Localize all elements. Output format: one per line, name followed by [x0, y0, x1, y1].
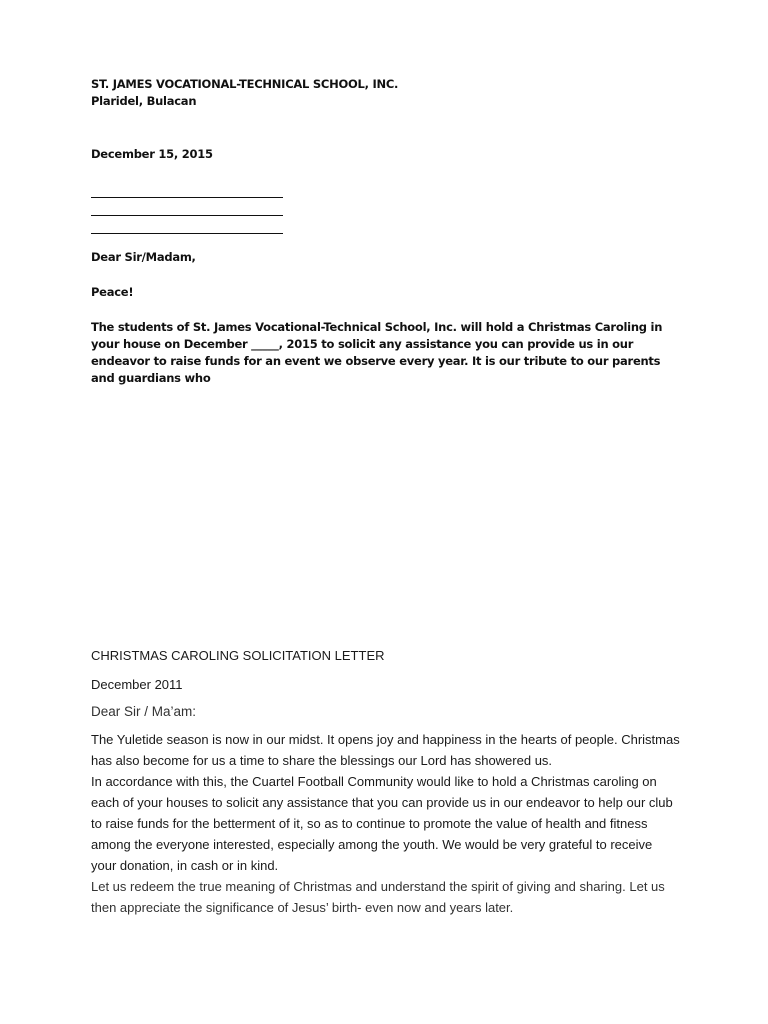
salutation: Dear Sir/Madam,: [91, 250, 196, 264]
address-blank-line: [91, 180, 283, 198]
body-paragraph: Let us redeem the true meaning of Christmas and understand the spirit of giving and sharing. Let us then appreciate the significance of Jesus’ birth- even now and years later.: [91, 879, 665, 915]
school-location: Plaridel, Bulacan: [91, 94, 197, 108]
letter-title: CHRISTMAS CAROLING SOLICITATION LETTER: [91, 648, 385, 663]
letter-body: The students of St. James Vocational-Technical School, Inc. will hold a Christmas Caroling in your house on December _____, 2015 to solicit any assistance you can provide us in our endeavor to raise funds for an event we observe every year. It is our tribute to our parents and guardians who: [91, 320, 663, 385]
greeting: Peace!: [91, 285, 134, 299]
body-paragraph: The Yuletide season is now in our midst. It opens joy and happiness in the hearts of people. Christmas has also become for us a time to share the blessings our Lord has showered us.: [91, 732, 680, 768]
letter-date: December 15, 2015: [91, 147, 213, 161]
letter-body: [91, 729, 681, 918]
recipient-address-blanks: [91, 180, 283, 234]
body-paragraph: In accordance with this, the Cuartel Football Community would like to hold a Christmas caroling on each of your houses to solicit any assistance that you can provide us in our endeavor to help our club to raise funds for the betterment of it, so as to continue to promote the value of health and fitness among the everyone interested, especially among the youth. We would be very grateful to receive your donation, in cash or in kind.: [91, 774, 673, 873]
address-blank-line: [91, 216, 283, 234]
school-name: ST. JAMES VOCATIONAL-TECHNICAL SCHOOL, INC.: [91, 77, 399, 91]
salutation: Dear Sir / Ma’am:: [91, 704, 197, 719]
address-blank-line: [91, 198, 283, 216]
letter-date: December 2011: [91, 677, 183, 692]
